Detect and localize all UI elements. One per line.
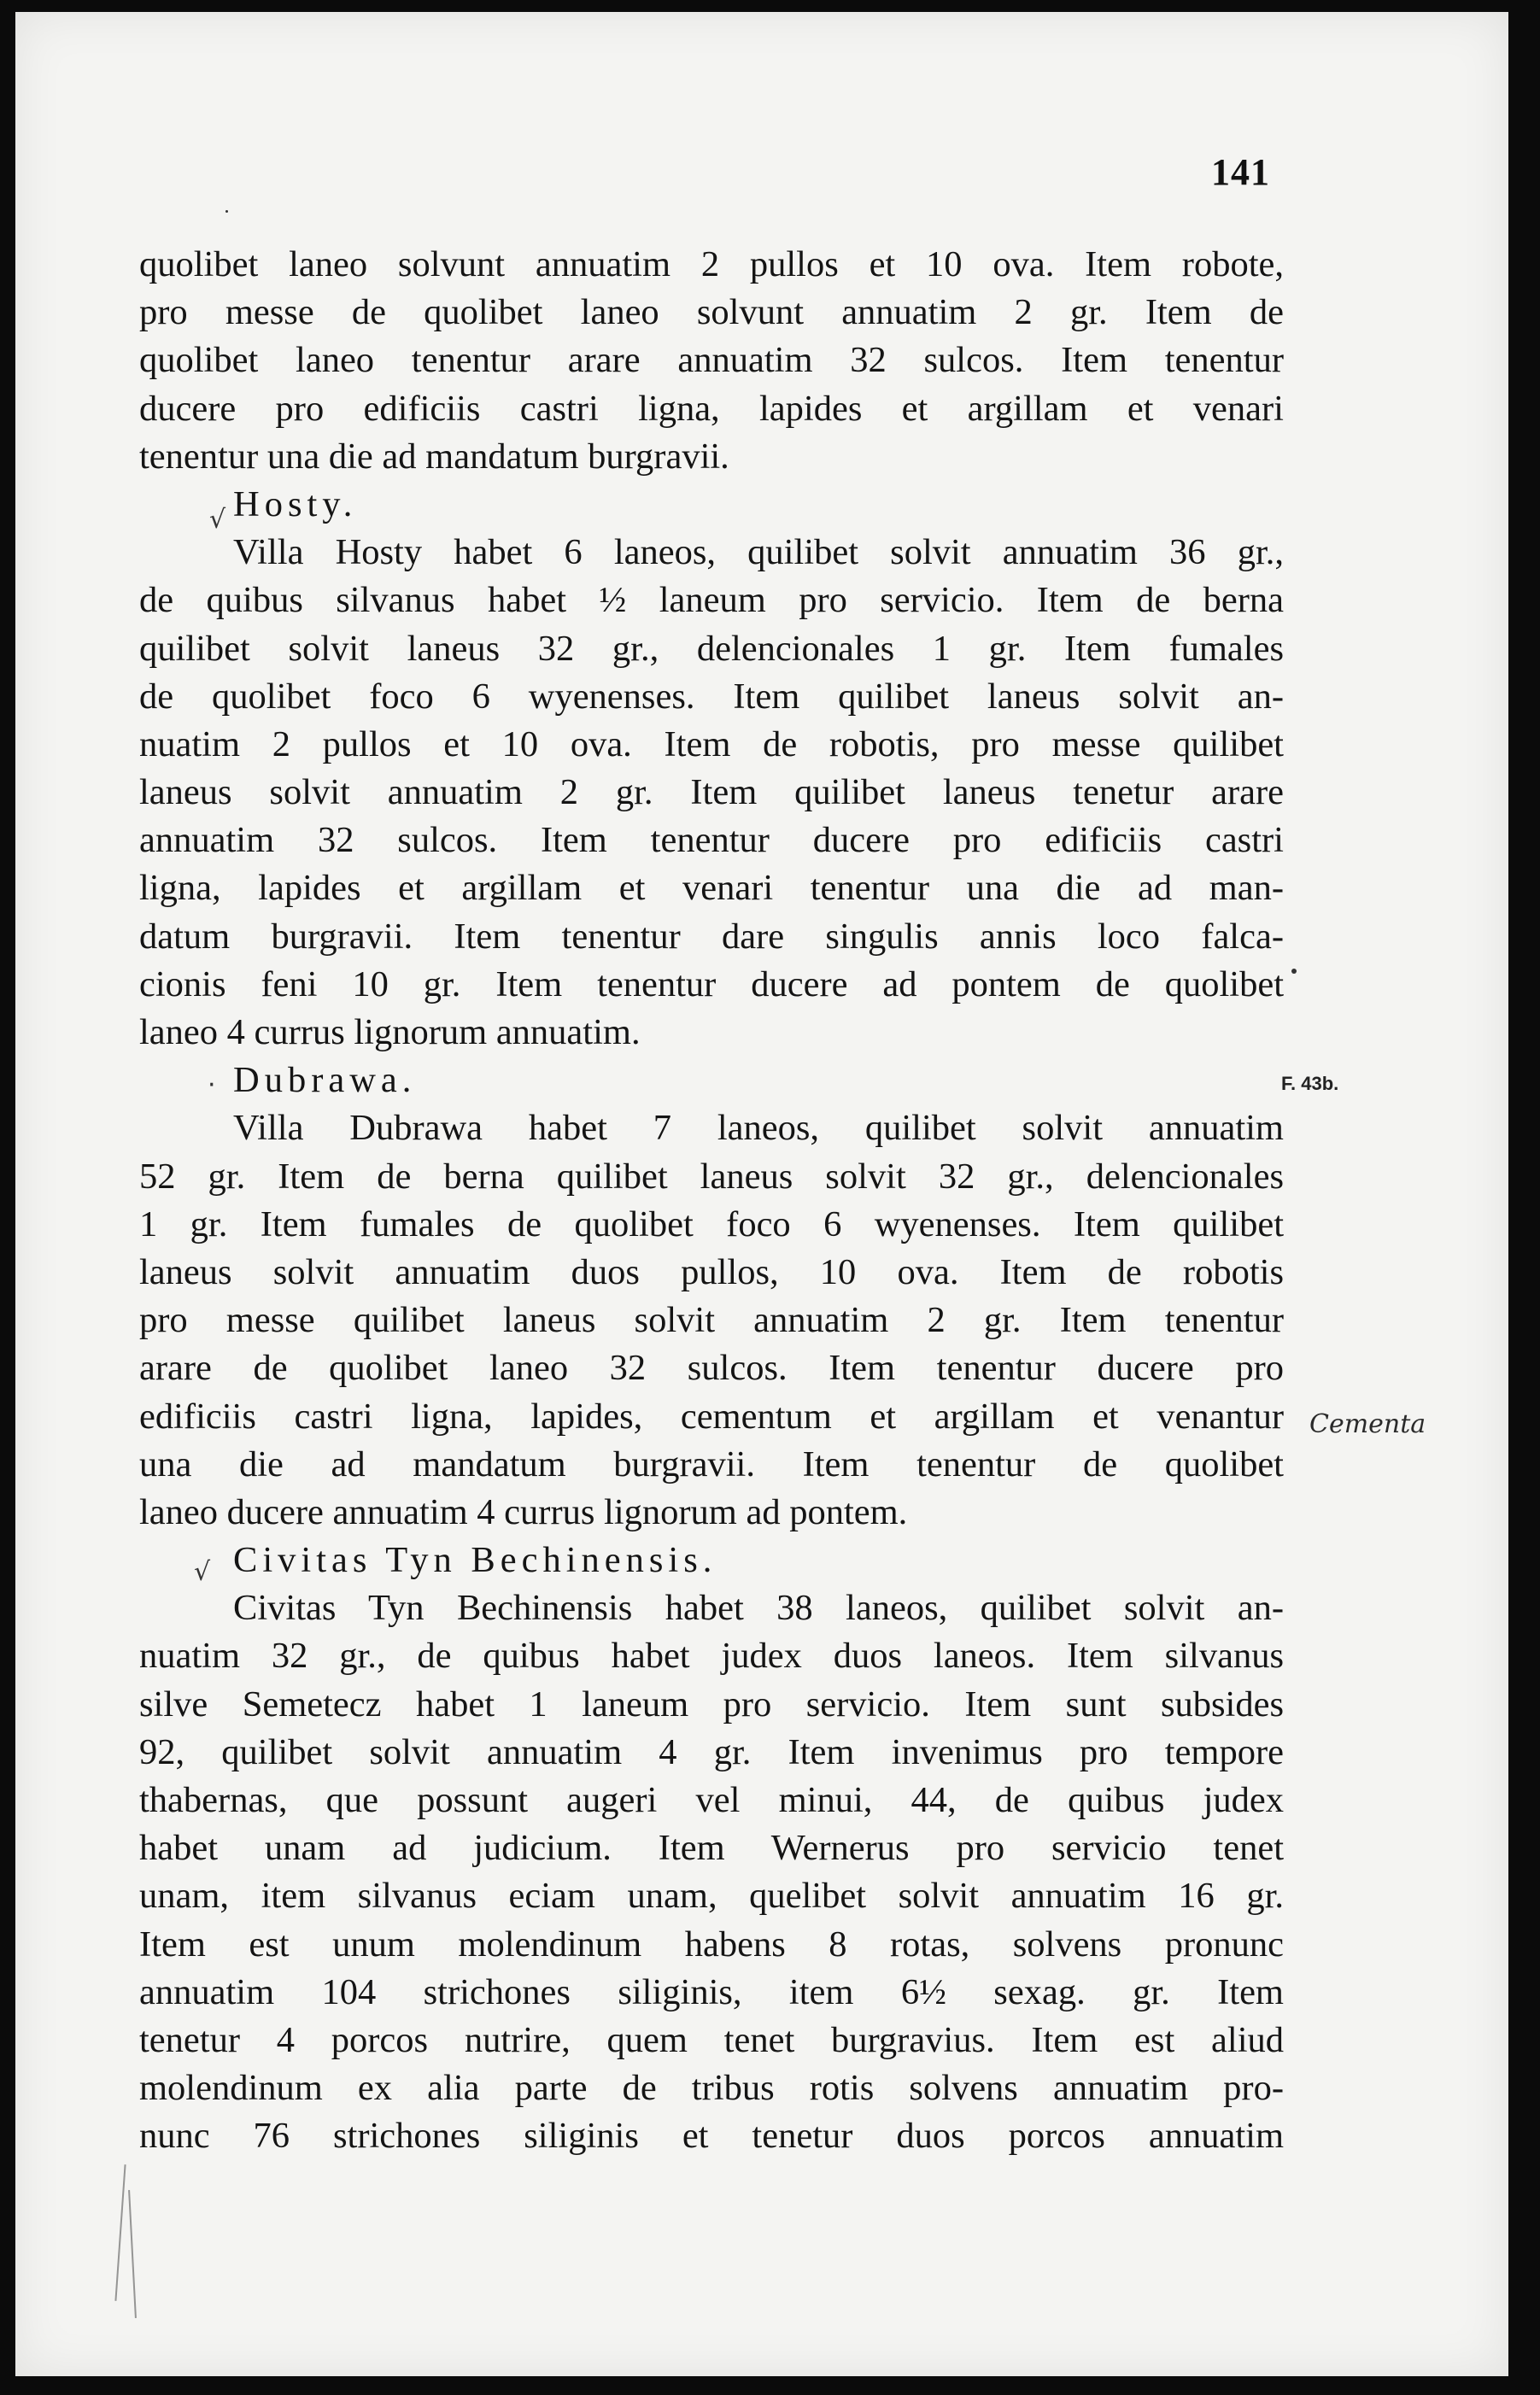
section-heading-civitas-tyn (139, 1537, 1284, 1588)
page-number: 141 (1211, 151, 1270, 193)
pencil-mark (114, 2164, 126, 2301)
paragraph (139, 241, 1284, 481)
text-line: de quibus silvanus habet ½ laneum pro servicio. Item de berna (139, 580, 1284, 621)
book-page (15, 12, 1508, 2376)
stray-mark (1291, 969, 1297, 974)
section-heading-hosty (139, 481, 1284, 535)
text-line: unam, item silvanus eciam unam, quelibet solvit annuatim 16 gr. (139, 1876, 1284, 1917)
text-line: nuatim 2 pullos et 10 ova. Item de robotis, pro messe quilibet (139, 723, 1284, 764)
text-line: nunc 76 strichones siliginis et tenetur duos porcos annuatim (139, 2116, 1284, 2157)
text-line: arare de quolibet laneo 32 sulcos. Item tenentur ducere pro (139, 1348, 1284, 1389)
text-line: quilibet solvit laneus 32 gr., delencionales 1 gr. Item fumales (139, 628, 1284, 669)
paragraph (139, 1104, 1284, 1537)
text-line: nuatim 32 gr., de quibus habet judex duos laneos. Item silvanus (139, 1636, 1284, 1677)
text-line: laneus solvit annuatim 2 gr. Item quilibet laneus tenetur arare (139, 772, 1284, 813)
pencil-mark (128, 2190, 137, 2318)
text-line: annuatim 104 strichones siliginis, item 6½ sexag. gr. Item (139, 1971, 1284, 2012)
text-column (139, 241, 1284, 2161)
text-line: Civitas Tyn Bechinensis habet 38 laneos, quilibet solvit an- (233, 1588, 1284, 1629)
folio-margin-note: F. 43b. (1281, 1073, 1339, 1094)
text-line: quolibet laneo tenentur arare annuatim 32 sulcos. Item tenentur (139, 340, 1284, 381)
text-line: laneo ducere annuatim 4 currus lignorum ad pontem. (139, 1491, 908, 1532)
text-line: tenentur una die ad mandatum burgravii. (139, 436, 729, 477)
text-line: laneo 4 currus lignorum annuatim. (139, 1012, 641, 1052)
section-heading-text: Civitas Tyn Bechinensis. (233, 1540, 717, 1581)
text-line: pro messe quilibet laneus solvit annuatim 2 gr. Item tenentur (139, 1300, 1284, 1341)
text-line: 92, quilibet solvit annuatim 4 gr. Item invenimus pro tempore (139, 1731, 1284, 1772)
text-line: quolibet laneo solvunt annuatim 2 pullos et 10 ova. Item robote, (139, 244, 1284, 284)
text-line: cionis feni 10 gr. Item tenentur ducere ad pontem de quolibet (139, 963, 1284, 1004)
text-line: thabernas, que possunt augeri vel minui, 44, de quibus judex (139, 1780, 1284, 1820)
text-line: edificiis castri ligna, lapides, cementum et argillam et venantur (139, 1396, 1284, 1437)
text-line: 1 gr. Item fumales de quolibet foco 6 wyenenses. Item quilibet (139, 1203, 1284, 1244)
text-line: tenetur 4 porcos nutrire, quem tenet burgravius. Item est aliud (139, 2019, 1284, 2060)
check-mark-icon: · (208, 1070, 221, 1101)
text-line: ducere pro edificiis castri ligna, lapides et argillam et venari (139, 388, 1284, 429)
paragraph (139, 1584, 1284, 2160)
section-heading-dubrawa (139, 1057, 1284, 1104)
stray-mark (225, 210, 228, 213)
section-heading-text: Dubrawa. (233, 1060, 417, 1101)
text-line: una die ad mandatum burgravii. Item tenentur de quolibet (139, 1443, 1284, 1484)
text-line: pro messe de quolibet laneo solvunt annuatim 2 gr. Item de (139, 292, 1284, 333)
text-line: Villa Dubrawa habet 7 laneos, quilibet solvit annuatim (233, 1108, 1284, 1149)
text-line: Villa Hosty habet 6 laneos, quilibet solvit annuatim 36 gr., (233, 532, 1284, 573)
text-line: de quolibet foco 6 wyenenses. Item quilibet laneus solvit an- (139, 676, 1284, 717)
text-line: Item est unum molendinum habens 8 rotas, solvens pronunc (139, 1924, 1284, 1965)
text-line: datum burgravii. Item tenentur dare singulis annis loco falca- (139, 916, 1284, 957)
section-heading-text: Hosty. (233, 483, 358, 524)
text-line: ligna, lapides et argillam et venari tenentur una die ad man- (139, 868, 1284, 909)
paragraph (139, 529, 1284, 1057)
text-line: molendinum ex alia parte de tribus rotis solvens annuatim pro- (139, 2068, 1284, 2109)
text-line: silve Semetecz habet 1 laneum pro servicio. Item sunt subsides (139, 1684, 1284, 1725)
check-mark-icon: √ (209, 504, 231, 535)
text-line: habet unam ad judicium. Item Wernerus pro servicio tenet (139, 1828, 1284, 1869)
text-line: annuatim 32 sulcos. Item tenentur ducere pro edificiis castri (139, 820, 1284, 861)
text-line: 52 gr. Item de berna quilibet laneus solvit 32 gr., delencionales (139, 1156, 1284, 1197)
handwritten-annotation: Cementa (1309, 1409, 1426, 1439)
check-mark-icon: √ (194, 1557, 216, 1588)
text-line: laneus solvit annuatim duos pullos, 10 ova. Item de robotis (139, 1251, 1284, 1292)
